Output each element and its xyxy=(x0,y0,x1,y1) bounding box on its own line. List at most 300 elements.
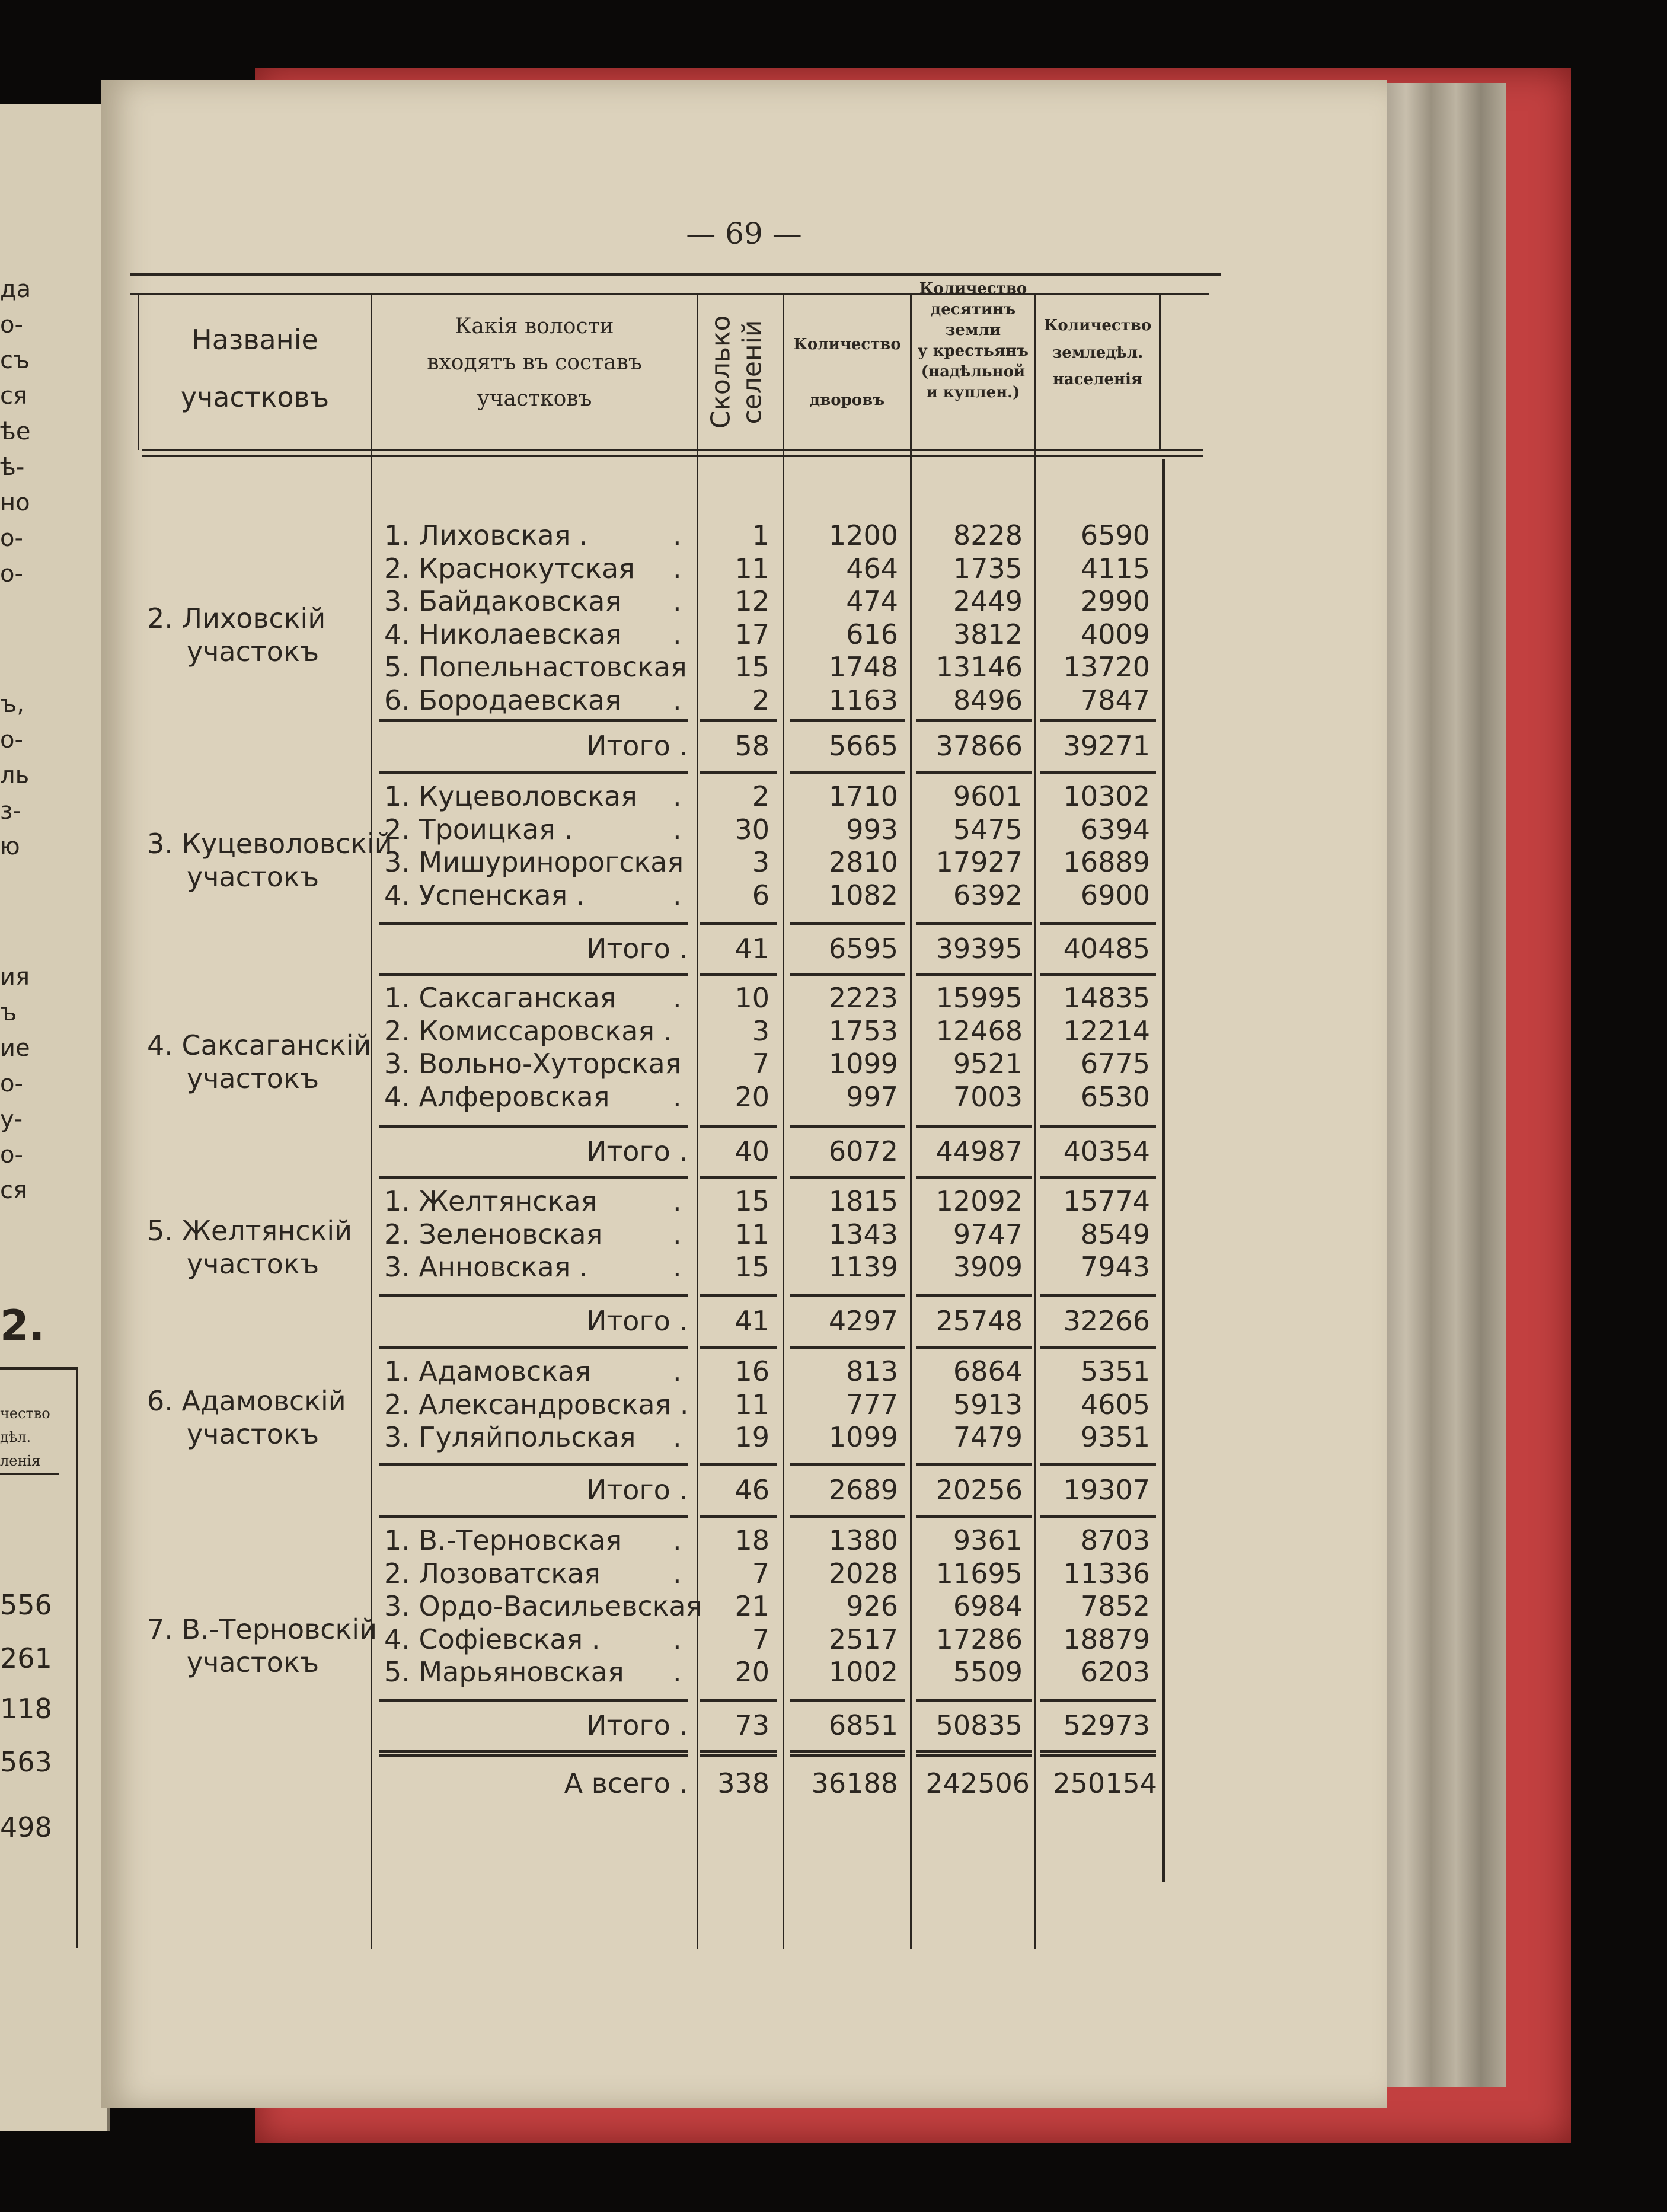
total-rule xyxy=(379,719,688,722)
section-name: 2. Лиховскій xyxy=(147,602,326,634)
land-value: 7479 xyxy=(953,1421,1023,1453)
land-value: 2449 xyxy=(953,585,1023,617)
villages-value: 30 xyxy=(734,813,769,845)
prev-text: о- xyxy=(0,726,23,754)
total-rule xyxy=(700,1699,777,1702)
volost-name: 2. Краснокутская xyxy=(384,552,635,585)
total-rule xyxy=(916,1176,1032,1179)
villages-value: 15 xyxy=(734,651,769,683)
population-value: 8549 xyxy=(1080,1218,1150,1250)
column-rule xyxy=(371,295,372,1949)
total-rule xyxy=(1040,973,1156,976)
volost-name: 1. В.-Терновская xyxy=(384,1524,622,1556)
total-label: Итого . xyxy=(586,933,688,965)
total-rule xyxy=(916,1699,1032,1702)
leader-dot: . xyxy=(673,1355,682,1387)
header-volosti-line: участковъ xyxy=(477,387,592,411)
prev-text: ие xyxy=(0,1035,30,1062)
total-rule xyxy=(1040,1176,1156,1179)
header-rule xyxy=(142,455,1203,457)
leader-dot: . xyxy=(673,1524,682,1556)
column-rule xyxy=(1034,295,1036,1949)
total-rule xyxy=(1040,1125,1156,1128)
population-value: 7943 xyxy=(1080,1251,1150,1283)
header-name-line: Названіе xyxy=(191,324,318,356)
prev-text: ю xyxy=(0,833,20,860)
land-value: 6392 xyxy=(953,879,1023,911)
land-value: 12092 xyxy=(935,1185,1023,1217)
total-rule xyxy=(379,1176,688,1179)
total-rule xyxy=(700,1750,777,1753)
prev-text: ъ xyxy=(0,999,17,1026)
total-rule xyxy=(790,1176,905,1179)
households-value: 1002 xyxy=(828,1656,898,1688)
total-rule xyxy=(916,771,1032,774)
households-value: 2810 xyxy=(828,846,898,878)
land-value: 8496 xyxy=(953,684,1023,716)
total-rule xyxy=(1040,771,1156,774)
total-villages: 46 xyxy=(734,1474,769,1506)
households-value: 2028 xyxy=(828,1557,898,1589)
total-population: 19307 xyxy=(1063,1474,1150,1506)
land-value: 5913 xyxy=(953,1388,1023,1421)
total-rule xyxy=(916,922,1032,925)
population-value: 4115 xyxy=(1080,552,1150,585)
villages-value: 11 xyxy=(734,1388,769,1421)
land-value: 9361 xyxy=(953,1524,1023,1556)
total-households: 2689 xyxy=(828,1474,898,1506)
households-value: 1200 xyxy=(828,519,898,551)
population-value: 4009 xyxy=(1080,618,1150,650)
land-value: 6864 xyxy=(953,1355,1023,1387)
villages-value: 19 xyxy=(734,1421,769,1453)
leader-dot: . xyxy=(673,1080,682,1113)
column-rule xyxy=(1162,459,1165,1882)
prev-text: ся xyxy=(0,1177,28,1204)
header-land xyxy=(912,279,1034,404)
total-rule xyxy=(916,1125,1032,1128)
volost-name: 4. Софіевская . xyxy=(384,1623,601,1655)
volost-name: 5. Марьяновская xyxy=(384,1656,624,1688)
total-rule xyxy=(790,771,905,774)
total-households: 5665 xyxy=(828,730,898,762)
households-value: 1099 xyxy=(828,1421,898,1453)
total-rule xyxy=(700,1125,777,1128)
total-rule xyxy=(790,922,905,925)
land-value: 7003 xyxy=(953,1080,1023,1113)
prev-text: чество xyxy=(0,1405,50,1422)
prev-text: съ xyxy=(0,347,30,374)
total-rule xyxy=(379,1346,688,1349)
volost-name: 3. Вольно-Хуторская xyxy=(384,1048,682,1080)
grand-total-households: 36188 xyxy=(811,1767,898,1799)
land-value: 5509 xyxy=(953,1656,1023,1688)
total-rule xyxy=(790,1463,905,1466)
header-land-line: и куплен.) xyxy=(926,384,1020,402)
total-rule xyxy=(379,1463,688,1466)
total-rule xyxy=(379,922,688,925)
villages-value: 7 xyxy=(752,1557,769,1589)
prev-text: ль xyxy=(0,762,30,789)
prev-text: ленія xyxy=(0,1453,41,1469)
land-value: 6984 xyxy=(953,1590,1023,1622)
villages-value: 15 xyxy=(734,1185,769,1217)
total-rule xyxy=(916,1754,1032,1757)
leader-dot: . xyxy=(673,982,682,1014)
total-rule xyxy=(1040,1463,1156,1466)
households-value: 1163 xyxy=(828,684,898,716)
total-rule xyxy=(379,1515,688,1518)
total-rule xyxy=(916,1346,1032,1349)
land-value: 11695 xyxy=(935,1557,1023,1589)
section-name: участокъ xyxy=(187,636,320,668)
section-name: 5. Желтянскій xyxy=(147,1215,353,1247)
households-value: 2517 xyxy=(828,1623,898,1655)
households-value: 997 xyxy=(846,1080,898,1113)
total-rule xyxy=(700,1176,777,1179)
total-villages: 41 xyxy=(734,933,769,965)
population-value: 4605 xyxy=(1080,1388,1150,1421)
households-value: 1815 xyxy=(828,1185,898,1217)
prev-text: но xyxy=(0,489,30,516)
villages-value: 21 xyxy=(734,1590,769,1622)
prev-text: з- xyxy=(0,797,21,825)
villages-value: 18 xyxy=(734,1524,769,1556)
total-population: 39271 xyxy=(1063,730,1150,762)
total-population: 40354 xyxy=(1063,1135,1150,1167)
book-page xyxy=(101,80,1387,2108)
total-rule xyxy=(1040,922,1156,925)
volost-name: 4. Николаевская xyxy=(384,618,622,650)
volost-name: 1. Желтянская xyxy=(384,1185,598,1217)
prev-table-rule xyxy=(0,1473,59,1475)
households-value: 1139 xyxy=(828,1251,898,1283)
leader-dot: . xyxy=(673,519,682,551)
villages-value: 2 xyxy=(752,684,769,716)
section-name: 6. Адамовскій xyxy=(147,1385,346,1417)
total-rule xyxy=(1040,1515,1156,1518)
households-value: 813 xyxy=(846,1355,898,1387)
population-value: 6394 xyxy=(1080,813,1150,845)
total-rule xyxy=(1040,1346,1156,1349)
header-households-line: дворовъ xyxy=(809,391,885,409)
prev-text: о- xyxy=(0,1070,23,1097)
total-rule xyxy=(700,1515,777,1518)
grand-total-population: 250154 xyxy=(1053,1767,1157,1799)
prev-text: у- xyxy=(0,1106,23,1133)
population-value: 7852 xyxy=(1080,1590,1150,1622)
total-rule xyxy=(700,771,777,774)
land-value: 1735 xyxy=(953,552,1023,585)
villages-value: 2 xyxy=(752,780,769,812)
households-value: 993 xyxy=(846,813,898,845)
population-value: 10302 xyxy=(1063,780,1150,812)
total-households: 4297 xyxy=(828,1305,898,1337)
total-land: 50835 xyxy=(935,1709,1023,1741)
prev-text: 498 xyxy=(0,1811,52,1843)
total-rule xyxy=(916,1463,1032,1466)
households-value: 1748 xyxy=(828,651,898,683)
villages-value: 17 xyxy=(734,618,769,650)
total-rule xyxy=(700,1463,777,1466)
households-value: 1753 xyxy=(828,1014,898,1047)
volost-name: 1. Саксаганская xyxy=(384,982,617,1014)
prev-text: о- xyxy=(0,560,23,588)
total-rule xyxy=(916,1294,1032,1297)
total-rule xyxy=(379,1699,688,1702)
population-value: 18879 xyxy=(1063,1623,1150,1655)
total-rule xyxy=(700,922,777,925)
page-number: — 69 — xyxy=(686,216,802,251)
header-population-line: населенія xyxy=(1052,371,1143,388)
land-value: 15995 xyxy=(935,982,1023,1014)
total-population: 32266 xyxy=(1063,1305,1150,1337)
header-volosti xyxy=(372,308,697,417)
land-value: 9521 xyxy=(953,1048,1023,1080)
total-rule xyxy=(790,1699,905,1702)
volost-name: 3. Мишуринорогская xyxy=(384,846,684,878)
header-rule xyxy=(142,449,1203,451)
prev-table-rule xyxy=(76,1367,78,1948)
prev-text: 563 xyxy=(0,1746,52,1778)
population-value: 7847 xyxy=(1080,684,1150,716)
volost-name: 2. Зеленовская xyxy=(384,1218,603,1250)
column-rule xyxy=(910,295,912,1949)
prev-text: ѣе xyxy=(0,418,31,445)
land-value: 8228 xyxy=(953,519,1023,551)
volost-name: 1. Лиховская . xyxy=(384,519,588,551)
prev-text: 556 xyxy=(0,1589,52,1621)
total-rule xyxy=(379,973,688,976)
prev-text: да xyxy=(0,276,31,303)
total-villages: 58 xyxy=(734,730,769,762)
header-villages-line: Сколько xyxy=(705,315,736,429)
grand-total-land: 242506 xyxy=(925,1767,1030,1799)
grand-total-label: А всего . xyxy=(564,1767,688,1799)
total-rule xyxy=(790,719,905,722)
total-rule xyxy=(1040,719,1156,722)
total-rule xyxy=(1040,1750,1156,1753)
total-rule xyxy=(1040,1754,1156,1757)
population-value: 6775 xyxy=(1080,1048,1150,1080)
table-top-rule xyxy=(130,273,1221,276)
column-rule xyxy=(783,295,784,1949)
leader-dot: . xyxy=(673,618,682,650)
total-land: 44987 xyxy=(935,1135,1023,1167)
section-name: 3. Куцеволовскій xyxy=(147,828,392,860)
total-rule xyxy=(700,1346,777,1349)
total-population: 40485 xyxy=(1063,933,1150,965)
prev-text: о- xyxy=(0,1141,23,1169)
section-name: 4. Саксаганскій xyxy=(147,1029,372,1061)
section-name: участокъ xyxy=(187,1418,320,1450)
land-value: 9601 xyxy=(953,780,1023,812)
villages-value: 7 xyxy=(752,1048,769,1080)
leader-dot: . xyxy=(673,1218,682,1250)
households-value: 1099 xyxy=(828,1048,898,1080)
leader-dot: . xyxy=(673,684,682,716)
land-value: 12468 xyxy=(935,1014,1023,1047)
prev-text: ся xyxy=(0,382,28,410)
total-population: 52973 xyxy=(1063,1709,1150,1741)
volost-name: 2. Лозоватская xyxy=(384,1557,601,1589)
volost-name: 3. Гуляйпольская xyxy=(384,1421,636,1453)
volost-name: 3. Анновская . xyxy=(384,1251,588,1283)
header-households-line: Количество xyxy=(793,336,901,353)
population-value: 6203 xyxy=(1080,1656,1150,1688)
households-value: 1343 xyxy=(828,1218,898,1250)
leader-dot: . xyxy=(673,585,682,617)
total-rule xyxy=(790,973,905,976)
header-households xyxy=(784,317,910,428)
total-land: 37866 xyxy=(935,730,1023,762)
prev-table-rule xyxy=(0,1367,77,1370)
population-value: 8703 xyxy=(1080,1524,1150,1556)
volost-name: 3. Ордо-Васильевская xyxy=(384,1590,702,1622)
header-volosti-line: входятъ въ составъ xyxy=(427,350,642,375)
header-volosti-line: Какія волости xyxy=(455,314,614,339)
prev-text: ъ, xyxy=(0,691,24,718)
total-label: Итого . xyxy=(586,1305,688,1337)
section-name: участокъ xyxy=(187,1062,320,1094)
land-value: 3909 xyxy=(953,1251,1023,1283)
total-rule xyxy=(916,1515,1032,1518)
grand-total-villages: 338 xyxy=(717,1767,769,1799)
land-value: 5475 xyxy=(953,813,1023,845)
villages-value: 11 xyxy=(734,552,769,585)
column-rule xyxy=(1159,295,1161,450)
volost-name: 2. Александровская . xyxy=(384,1388,689,1421)
households-value: 926 xyxy=(846,1590,898,1622)
total-rule xyxy=(1040,1294,1156,1297)
header-population-line: земледѣл. xyxy=(1052,343,1144,362)
total-rule xyxy=(916,973,1032,976)
table-top-rule xyxy=(130,293,1209,295)
leader-dot: . xyxy=(673,1656,682,1688)
total-rule xyxy=(790,1125,905,1128)
households-value: 474 xyxy=(846,585,898,617)
total-villages: 73 xyxy=(734,1709,769,1741)
header-land-line: (надѣльной xyxy=(921,363,1026,381)
header-name-line: участковъ xyxy=(180,381,330,413)
total-rule xyxy=(790,1346,905,1349)
total-rule xyxy=(379,1754,688,1757)
prev-text: 261 xyxy=(0,1642,52,1674)
total-rule xyxy=(700,1294,777,1297)
leader-dot: . xyxy=(673,1185,682,1217)
population-value: 6590 xyxy=(1080,519,1150,551)
total-land: 25748 xyxy=(935,1305,1023,1337)
header-villages-line: селеній xyxy=(737,320,768,424)
total-rule xyxy=(790,1754,905,1757)
volost-name: 4. Успенская . xyxy=(384,879,585,911)
prev-text: 2. xyxy=(0,1301,45,1350)
villages-value: 6 xyxy=(752,879,769,911)
header-land-line: у крестьянъ xyxy=(918,342,1029,360)
page-edges xyxy=(1381,83,1506,2087)
prev-text: ѣ- xyxy=(0,454,25,481)
total-rule xyxy=(700,719,777,722)
total-rule xyxy=(700,973,777,976)
villages-value: 16 xyxy=(734,1355,769,1387)
households-value: 1380 xyxy=(828,1524,898,1556)
prev-text: о- xyxy=(0,311,23,339)
population-value: 11336 xyxy=(1063,1557,1150,1589)
population-value: 16889 xyxy=(1063,846,1150,878)
header-land-line: Количество xyxy=(919,280,1027,298)
volost-name: 1. Куцеволовская xyxy=(384,780,637,812)
population-value: 6900 xyxy=(1080,879,1150,911)
total-label: Итого . xyxy=(586,1709,688,1741)
households-value: 2223 xyxy=(828,982,898,1014)
total-land: 20256 xyxy=(935,1474,1023,1506)
villages-value: 3 xyxy=(752,1014,769,1047)
total-label: Итого . xyxy=(586,730,688,762)
leader-dot: . xyxy=(673,879,682,911)
households-value: 777 xyxy=(846,1388,898,1421)
villages-value: 20 xyxy=(734,1656,769,1688)
leader-dot: . xyxy=(673,1623,682,1655)
land-value: 3812 xyxy=(953,618,1023,650)
header-population-line: Количество xyxy=(1043,317,1152,334)
total-households: 6595 xyxy=(828,933,898,965)
leader-dot: . xyxy=(673,552,682,585)
population-value: 12214 xyxy=(1063,1014,1150,1047)
prev-text: дѣл. xyxy=(0,1429,31,1445)
villages-value: 1 xyxy=(752,519,769,551)
volost-name: 4. Алферовская xyxy=(384,1080,610,1113)
population-value: 5351 xyxy=(1080,1355,1150,1387)
total-rule xyxy=(379,1294,688,1297)
population-value: 6530 xyxy=(1080,1080,1150,1113)
leader-dot: . xyxy=(673,1251,682,1283)
households-value: 616 xyxy=(846,618,898,650)
total-rule xyxy=(916,1750,1032,1753)
villages-value: 12 xyxy=(734,585,769,617)
total-households: 6851 xyxy=(828,1709,898,1741)
prev-text: ия xyxy=(0,963,30,991)
total-label: Итого . xyxy=(586,1474,688,1506)
leader-dot: . xyxy=(673,1421,682,1453)
volost-name: 1. Адамовская xyxy=(384,1355,591,1387)
volost-name: 3. Байдаковская xyxy=(384,585,622,617)
header-land-line: земли xyxy=(945,321,1001,340)
total-households: 6072 xyxy=(828,1135,898,1167)
total-rule xyxy=(1040,1699,1156,1702)
leader-dot: . xyxy=(673,1557,682,1589)
villages-value: 10 xyxy=(734,982,769,1014)
header-name xyxy=(139,311,371,426)
leader-dot: . xyxy=(673,780,682,812)
population-value: 2990 xyxy=(1080,585,1150,617)
total-label: Итого . xyxy=(586,1135,688,1167)
households-value: 464 xyxy=(846,552,898,585)
land-value: 17927 xyxy=(935,846,1023,878)
leader-dot: . xyxy=(673,813,682,845)
total-villages: 40 xyxy=(734,1135,769,1167)
villages-value: 11 xyxy=(734,1218,769,1250)
households-value: 1082 xyxy=(828,879,898,911)
prev-text: о- xyxy=(0,525,23,552)
volost-name: 2. Комиссаровская . xyxy=(384,1014,672,1047)
households-value: 1710 xyxy=(828,780,898,812)
population-value: 13720 xyxy=(1063,651,1150,683)
prev-text: 118 xyxy=(0,1693,52,1725)
section-name: участокъ xyxy=(187,1248,320,1280)
total-rule xyxy=(379,1125,688,1128)
total-rule xyxy=(916,719,1032,722)
total-rule xyxy=(379,771,688,774)
